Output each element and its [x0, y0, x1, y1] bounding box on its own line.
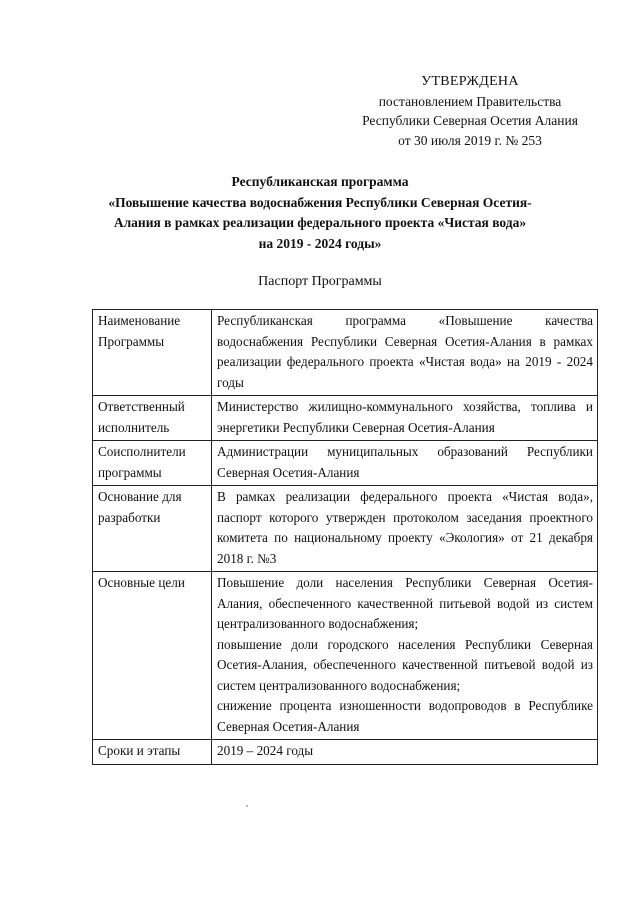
table-row — [93, 740, 598, 765]
row-label: Основание для разработки — [93, 486, 212, 572]
approval-heading: УТВЕРЖДЕНА — [421, 74, 519, 89]
scan-speck — [246, 805, 248, 807]
row-value-paragraph: В рамках реализации федерального проекта «Чистая вода», паспорт которого утвержден протоколом заседания проектного комитета по национальному проекту «Экология» от 21 декабря 2018 г. №3 — [217, 489, 593, 566]
passport-table — [92, 309, 598, 765]
passport-heading: Паспорт Программы — [258, 274, 382, 289]
row-value-paragraph: Повышение доли населения Республики Северная Осетия-Алания, обеспеченного качественной питьевой водой из систем централизованного водоснабжения; — [217, 575, 593, 631]
table-row — [93, 310, 598, 396]
row-value — [212, 441, 598, 486]
approval-line-2: Республики Северная Осетия Алания — [362, 113, 578, 128]
row-value — [212, 572, 598, 740]
title-line-3: Алания в рамках реализации федерального проекта «Чистая вода» — [113, 215, 527, 230]
row-value — [212, 396, 598, 441]
row-value-paragraph: снижение процента изношенности водопроводов в Республике Северная Осетия-Алания — [217, 698, 593, 734]
row-value-paragraph: Республиканская программа «Повышение качества водоснабжения Республики Северная Осетия-Алания в рамках реализации федерального проекта «Чистая вода» на 2019 - 2024 годы — [217, 313, 593, 390]
row-label: Наименование Программы — [93, 310, 212, 396]
title-line-2: «Повышение качества водоснабжения Республики Северная Осетия- — [108, 194, 532, 210]
row-label: Основные цели — [93, 572, 212, 740]
row-label: Сроки и этапы — [93, 740, 212, 765]
row-value-paragraph: 2019 – 2024 годы — [217, 743, 314, 758]
approval-block — [330, 72, 610, 150]
row-label: Соисполнители программы — [93, 441, 212, 486]
title-line-4: на 2019 - 2024 годы» — [258, 235, 382, 251]
table-row — [93, 441, 598, 486]
passport-table-body — [93, 310, 598, 765]
row-value-paragraph: Министерство жилищно-коммунального хозяйства, топлива и энергетики Республики Северная Осетия-Алания — [217, 399, 593, 435]
title-line-1: Республиканская программа — [231, 174, 409, 189]
row-value-paragraph: повышение доли городского населения Республики Северная Осетия-Алания, обеспеченного качественной питьевой водой из систем централизованного водоснабжения; — [217, 636, 593, 693]
row-label: Ответственный исполнитель — [93, 396, 212, 441]
table-row — [93, 486, 598, 572]
row-value-paragraph: Администрации муниципальных образований Республики Северная Осетия-Алания — [217, 444, 593, 480]
row-value — [212, 486, 598, 572]
row-value — [212, 740, 598, 765]
table-row — [93, 572, 598, 740]
row-value — [212, 310, 598, 396]
table-row — [93, 396, 598, 441]
approval-line-3: от 30 июля 2019 г. № 253 — [398, 132, 542, 148]
approval-line-1: постановлением Правительства — [378, 93, 562, 109]
document-title — [60, 172, 580, 254]
